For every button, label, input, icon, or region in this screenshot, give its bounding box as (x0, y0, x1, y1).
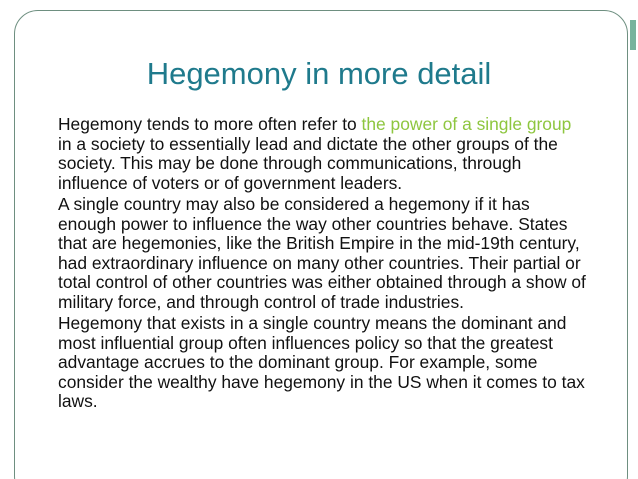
highlighted-phrase: the power of a single group (361, 114, 572, 134)
paragraph-1 (58, 115, 588, 193)
slide-body (58, 115, 588, 414)
accent-bar (630, 20, 636, 50)
paragraph-3: Hegemony that exists in a single country means the dominant and most influential group often influences policy so that the greatest advantage accrues to the dominant group. For example, some consider the wealthy have hegemony in the US when it comes to tax laws. (58, 313, 585, 411)
paragraph-1-text-end: in a society to essentially lead and dictate the other groups of the society. This may be done through communications, through influence of voters or of government leaders. (58, 133, 558, 193)
slide-title: Hegemony in more detail (146, 56, 492, 91)
paragraph-1-text-start: Hegemony tends to more often refer to (58, 114, 362, 134)
paragraph-2: A single country may also be considered a hegemony if it has enough power to influence the way other countries behave. States that are hegemonies, like the British Empire in the mid-19th century, had extraordinary influence on many other countries. Their partial or total control of other countries was either obtained through a show of military force, and through control of trade industries. (58, 194, 586, 312)
